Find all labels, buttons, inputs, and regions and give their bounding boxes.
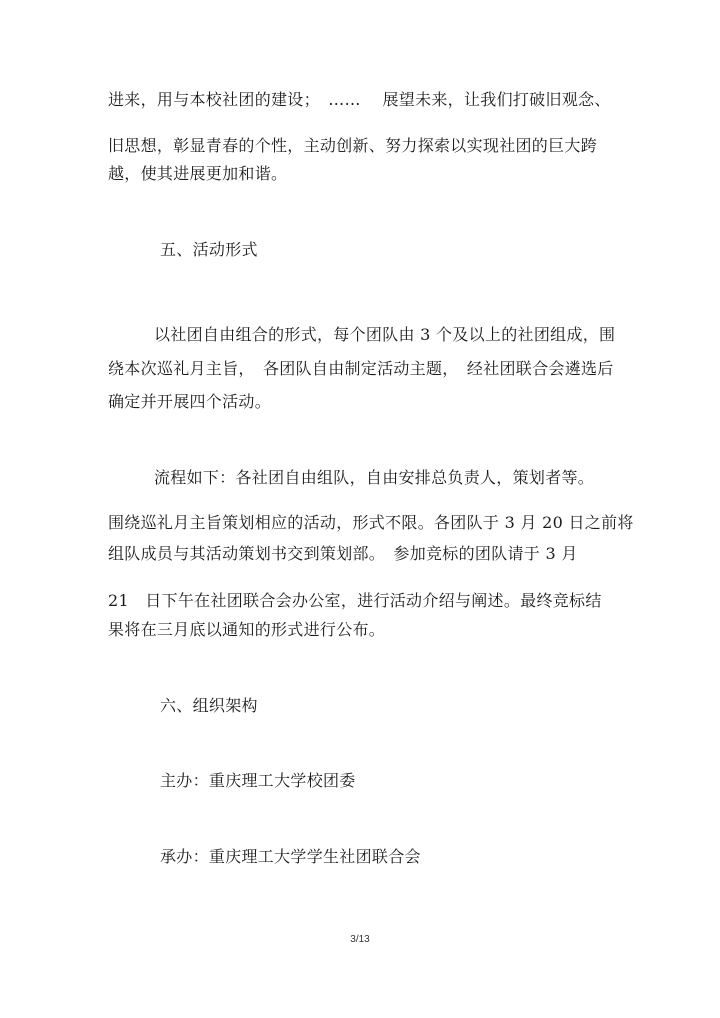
paragraph-line: 组队成员与其活动策划书交到策划部。 参加竞标的团队请于 3 月 [108, 544, 578, 563]
section-heading-6: 六、组织架构 [160, 696, 258, 715]
paragraph-line: 确定并开展四个活动。 [108, 392, 272, 411]
host-line: 主办：重庆理工大学校团委 [160, 771, 356, 790]
paragraph-line: 旧思想，彰显青春的个性，主动创新、努力探索以实现社团的巨大跨 [108, 136, 598, 155]
paragraph-line: 以社团自由组合的形式，每个团队由 3 个及以上的社团组成，围 [154, 325, 616, 344]
paragraph-line: 越，使其进展更加和谐。 [108, 164, 288, 183]
paragraph-line: 进来，用与本校社团的建设； …… 展望未来，让我们打破旧观念、 [108, 90, 611, 109]
paragraph-line: 围绕巡礼月主旨策划相应的活动，形式不限。各团队于 3 月 20 日之前将 [108, 513, 634, 532]
paragraph-line: 流程如下：各社团自由组队，自由安排总负责人，策划者等。 [154, 468, 595, 487]
section-heading-5: 五、活动形式 [160, 240, 258, 259]
page-number: 3/13 [350, 934, 370, 945]
paragraph-line: 果将在三月底以通知的形式进行公布。 [108, 620, 386, 639]
organizer-line: 承办：重庆理工大学学生社团联合会 [160, 847, 421, 866]
paragraph-line: 21 日下午在社团联合会办公室，进行活动介绍与阐述。最终竞标结 [108, 591, 602, 610]
paragraph-line: 绕本次巡礼月主旨， 各团队自由制定活动主题， 经社团联合会遴选后 [108, 359, 614, 378]
